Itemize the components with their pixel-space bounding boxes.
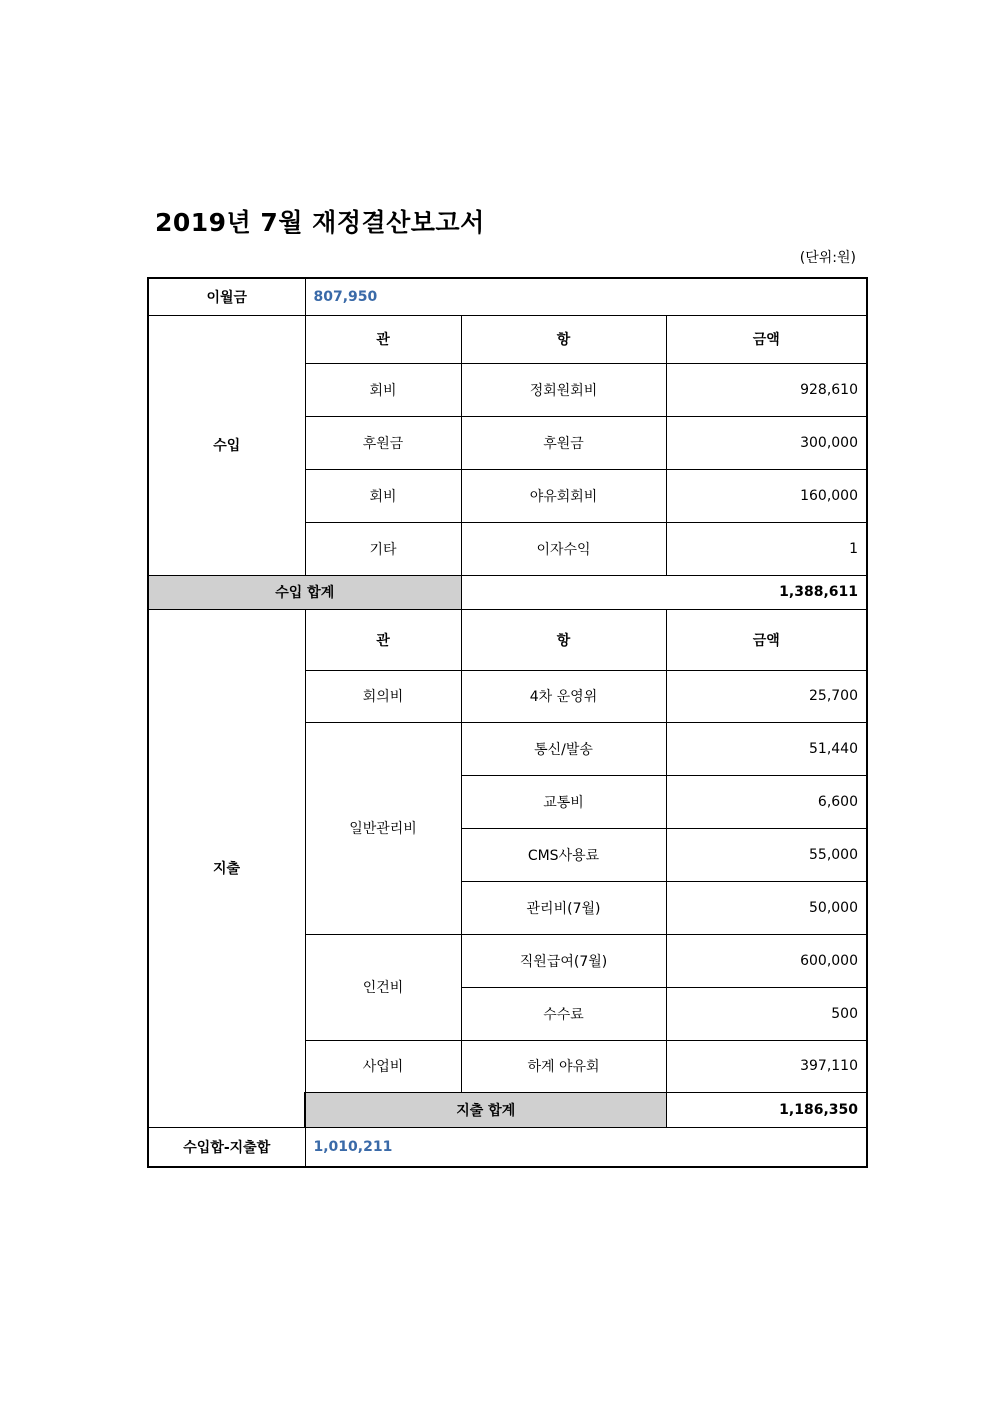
expense-hang: 직원급여(7월) — [461, 934, 666, 987]
expense-gwan: 일반관리비 — [305, 722, 461, 934]
expense-amount: 500 — [666, 987, 867, 1040]
expense-hang: 교통비 — [461, 775, 666, 828]
balance-value: 1,010,211 — [305, 1127, 867, 1167]
expense-amount: 51,440 — [666, 722, 867, 775]
income-amount: 300,000 — [666, 416, 867, 469]
income-hang: 이자수익 — [461, 522, 666, 575]
expense-hang: 하계 야유회 — [461, 1040, 666, 1092]
expense-hang: CMS사용료 — [461, 828, 666, 881]
income-total-value: 1,388,611 — [461, 575, 867, 609]
income-header-amount: 금액 — [666, 315, 867, 363]
expense-hang: 수수료 — [461, 987, 666, 1040]
income-total-label: 수입 합계 — [148, 575, 461, 609]
expense-gwan: 회의비 — [305, 670, 461, 722]
expense-gwan: 사업비 — [305, 1040, 461, 1092]
income-gwan: 회비 — [305, 363, 461, 416]
expense-section-label: 지출 — [148, 609, 305, 1127]
expense-gwan: 인건비 — [305, 934, 461, 1040]
expense-amount: 50,000 — [666, 881, 867, 934]
income-header-gwan: 관 — [305, 315, 461, 363]
income-section-label: 수입 — [148, 315, 305, 575]
balance-row — [148, 1127, 867, 1167]
balance-label: 수입합-지출합 — [148, 1127, 305, 1167]
expense-total-label: 지출 합계 — [305, 1092, 666, 1127]
income-amount: 1 — [666, 522, 867, 575]
report-title: 2019년 7월 재정결산보고서 — [155, 208, 485, 237]
carryover-row — [148, 278, 867, 315]
finance-table — [147, 277, 868, 1168]
expense-header-hang: 항 — [461, 609, 666, 670]
expense-header-amount: 금액 — [666, 609, 867, 670]
income-header-hang: 항 — [461, 315, 666, 363]
expense-hang: 통신/발송 — [461, 722, 666, 775]
expense-amount: 6,600 — [666, 775, 867, 828]
expense-header-gwan: 관 — [305, 609, 461, 670]
expense-amount: 397,110 — [666, 1040, 867, 1092]
carryover-label: 이월금 — [148, 278, 305, 315]
expense-total-value: 1,186,350 — [666, 1092, 867, 1127]
expense-hang: 4차 운영위 — [461, 670, 666, 722]
income-total-row — [148, 575, 867, 609]
income-gwan: 회비 — [305, 469, 461, 522]
expense-amount: 25,700 — [666, 670, 867, 722]
expense-header-row — [148, 609, 867, 670]
income-gwan: 후원금 — [305, 416, 461, 469]
expense-amount: 600,000 — [666, 934, 867, 987]
unit-label: (단위:원) — [799, 250, 856, 266]
income-gwan: 기타 — [305, 522, 461, 575]
income-hang: 야유회회비 — [461, 469, 666, 522]
income-hang: 정회원회비 — [461, 363, 666, 416]
expense-hang: 관리비(7월) — [461, 881, 666, 934]
income-amount: 928,610 — [666, 363, 867, 416]
income-header-row — [148, 315, 867, 363]
income-hang: 후원금 — [461, 416, 666, 469]
expense-amount: 55,000 — [666, 828, 867, 881]
income-amount: 160,000 — [666, 469, 867, 522]
carryover-value: 807,950 — [305, 278, 867, 315]
